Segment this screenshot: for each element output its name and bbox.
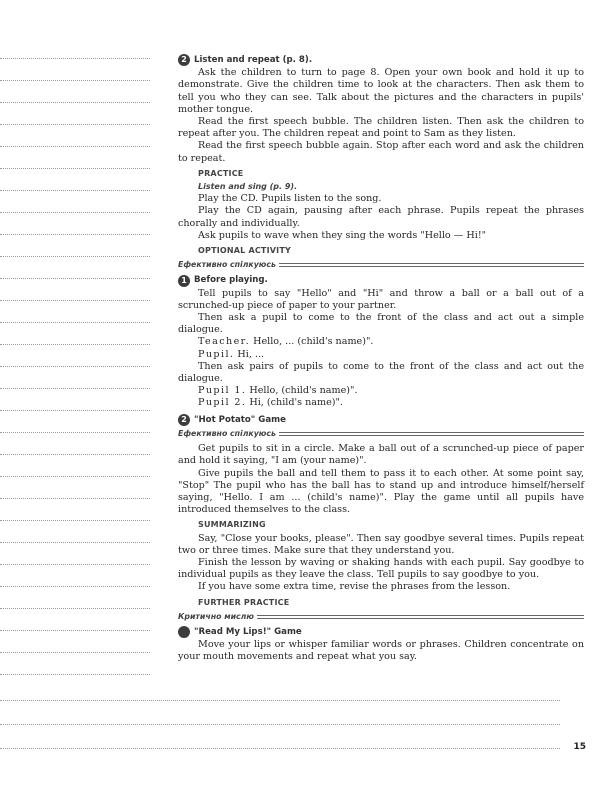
divider <box>257 615 584 619</box>
note-line <box>0 630 150 631</box>
section-header <box>178 626 584 638</box>
note-line <box>0 608 150 609</box>
note-line <box>0 190 150 191</box>
utterance: Hello, (child's name)". <box>246 385 358 397</box>
note-line <box>0 102 150 103</box>
summarizing-label: SUMMARIZING <box>198 520 266 530</box>
note-line <box>0 498 150 499</box>
paragraph: Say, "Close your books, please". Then say goodbye several times. Pupils repeat two or three times. Make sure that they understand you. <box>178 532 584 556</box>
note-line <box>0 652 150 653</box>
paragraph: Move your lips or whisper familiar words or phrases. Children concentrate on your mouth movements and repeat what you say. <box>178 639 584 663</box>
utterance: Hi, (child's name)". <box>246 397 343 409</box>
note-line <box>0 410 150 411</box>
competency-title: Ефективно спілкуюсь <box>178 260 276 270</box>
notes-margin <box>0 0 150 796</box>
note-line <box>0 542 150 543</box>
competency-title: Критично мислю <box>178 611 254 621</box>
note-line <box>0 124 150 125</box>
divider <box>279 432 584 436</box>
note-line <box>0 388 150 389</box>
note-line <box>0 674 150 675</box>
divider <box>279 263 584 267</box>
section-header <box>178 274 584 286</box>
note-line <box>0 432 150 433</box>
note-line <box>0 724 560 725</box>
dialogue-line <box>178 385 584 397</box>
paragraph: If you have some extra time, revise the phrases from the lesson. <box>198 581 511 593</box>
note-line <box>0 80 150 81</box>
practice-label: PRACTICE <box>198 168 244 178</box>
note-line <box>0 212 150 213</box>
note-line <box>0 322 150 323</box>
competency-title: Ефективно спілкуюсь <box>178 428 276 438</box>
dialogue-line <box>178 397 584 409</box>
step-badge: 2 <box>178 414 190 426</box>
step-badge: 1 <box>178 275 190 287</box>
section-title: "Read My Lips!" Game <box>194 626 302 637</box>
competency-bar <box>178 611 584 623</box>
paragraph: Play the CD again, pausing after each phrase. Pupils repeat the phrases chorally and individually. <box>178 205 584 229</box>
section-header <box>178 54 584 66</box>
paragraph: Tell pupils to say "Hello" and "Hi" and throw a ball or a ball out of a scrunched-up piece of paper to your partner. <box>178 287 584 311</box>
utterance: Hello, ... (child's name)". <box>250 336 374 348</box>
note-line <box>0 168 150 169</box>
competency-bar <box>178 428 584 440</box>
note-line <box>0 234 150 235</box>
note-line <box>0 344 150 345</box>
page-number: 15 <box>573 742 586 752</box>
note-line <box>0 256 150 257</box>
utterance: Hi, ... <box>234 348 265 360</box>
dialogue-line <box>178 336 584 348</box>
paragraph: Play the CD. Pupils listen to the song. <box>198 193 382 205</box>
optional-activity-label: OPTIONAL ACTIVITY <box>198 246 291 256</box>
section-title: Before playing. <box>194 275 268 286</box>
speaker: Pupil 1. <box>198 385 247 397</box>
speaker: Pupil 2. <box>198 397 247 409</box>
paragraph: Finish the lesson by waving or shaking hands with each pupil. Say goodbye to individual pupils as they leave the class. Tell pupils to say goodbye to you. <box>178 556 584 581</box>
paragraph: Give pupils the ball and tell them to pass it to each other. At some point say, "Stop" The pupil who has the ball has to stand up and introduce himself/herself saying, "Hello. I am ... (child's name)". Play the game until all pupils have introduced themselves to the class. <box>178 467 584 516</box>
paragraph: Get pupils to sit in a circle. Make a ball out of a scrunched-up piece of paper and hold it saying, "I am (your name)". <box>178 443 584 467</box>
note-line <box>0 700 560 701</box>
competency-bar <box>178 259 584 271</box>
speaker: Teacher. <box>198 336 251 348</box>
paragraph: Read the first speech bubble. The children listen. Then ask the children to repeat after you. The children repeat and point to Sam as they listen. <box>178 116 584 140</box>
note-line <box>0 564 150 565</box>
note-line <box>0 476 150 477</box>
paragraph: Ask the children to turn to page 8. Open your own book and hold it up to demonstrate. Give the children time to look at the characters. Then ask them to tell you who they can see. Talk about the pictures and the characters in pupils' mother tongue. <box>178 67 584 115</box>
paragraph: Read the first speech bubble again. Stop after each word and ask the children to repeat. <box>178 140 584 164</box>
note-line <box>0 520 150 521</box>
note-line <box>0 58 150 59</box>
paragraph: Then ask pairs of pupils to come to the front of the class and act out the dialogue. <box>178 360 584 385</box>
section-header <box>178 414 584 426</box>
dialogue-line <box>178 349 584 361</box>
lesson-content <box>178 52 584 664</box>
step-badge <box>178 626 190 638</box>
paragraph: Ask pupils to wave when they sing the words "Hello — Hi!" <box>198 229 487 241</box>
note-line <box>0 586 150 587</box>
further-practice-label: FURTHER PRACTICE <box>198 597 290 607</box>
task-title: Listen and sing (p. 9). <box>198 182 298 192</box>
paragraph: Then ask a pupil to come to the front of the class and act out a simple dialogue. <box>178 312 584 336</box>
note-line <box>0 300 150 301</box>
note-line <box>0 278 150 279</box>
note-line <box>0 748 560 749</box>
section-title: "Hot Potato" Game <box>194 414 286 425</box>
step-badge: 2 <box>178 54 190 66</box>
note-line <box>0 454 150 455</box>
note-line <box>0 366 150 367</box>
note-line <box>0 146 150 147</box>
speaker: Pupil. <box>198 348 235 360</box>
section-title: Listen and repeat (p. 8). <box>194 55 313 65</box>
